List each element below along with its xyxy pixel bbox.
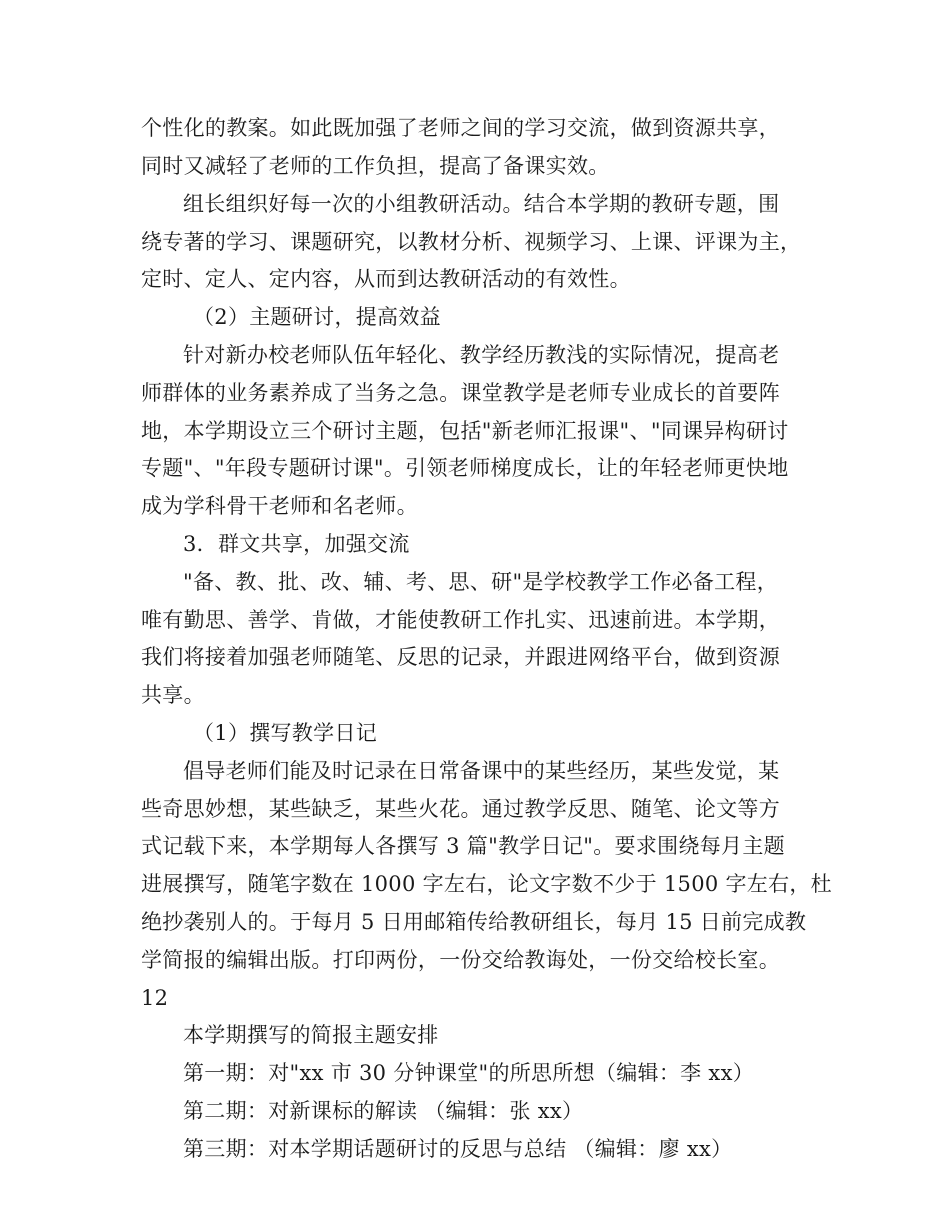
paragraph-line: 绕专著的学习、课题研究，以教材分析、视频学习、上课、评课为主， [141,230,802,254]
section-heading: 3．群文共享，加强交流 [183,532,410,556]
paragraph-line: 针对新办校老师队伍年轻化、教学经历教浅的实际情况，提高老 [183,343,780,367]
paragraph-line: 学简报的编辑出版。打印两份，一份交给教诲处，一份交给校长室。 [141,948,780,972]
paragraph-line: 式记载下来，本学期每人各撰写 3 篇"教学日记"。要求围绕每月主题 [141,834,785,858]
section-heading: （2）主题研讨，提高效益 [193,305,441,329]
paragraph-line: 同时又减轻了老师的工作负担，提高了备课实效。 [141,154,610,178]
page-number: 12 [141,986,169,1010]
paragraph-line: 唯有勤思、善学、肯做，才能使教研工作扎实、迅速前进。本学期， [141,608,780,632]
paragraph-line: 倡导老师们能及时记录在日常备课中的某些经历，某些发觉，某 [183,759,780,783]
paragraph-line: 个性化的教案。如此既加强了老师之间的学习交流，做到资源共享， [141,116,780,140]
paragraph-line: 组长组织好每一次的小组教研活动。结合本学期的教研专题，围 [183,192,780,216]
paragraph-line: 专题"、"年段专题研讨课"。引领老师梯度成长，让的年轻老师更快地 [141,456,789,480]
paragraph-line: 成为学科骨干老师和名老师。 [141,494,418,518]
paragraph-line: 共享。 [141,683,205,707]
list-heading: 本学期撰写的简报主题安排 [183,1023,439,1047]
paragraph-line: 些奇思妙想，某些缺乏，某些火花。通过教学反思、随笔、论文等方 [141,797,780,821]
paragraph-line: 地，本学期设立三个研讨主题，包括"新老师汇报课"、"同课异构研讨 [141,419,789,443]
paragraph-line: 师群体的业务素养成了当务之急。课堂教学是老师专业成长的首要阵 [141,381,780,405]
paragraph-line: "备、教、批、改、辅、考、思、研"是学校教学工作必备工程， [183,570,779,594]
paragraph-line: 定时、定人、定内容，从而到达教研活动的有效性。 [141,267,631,291]
paragraph-line: 进展撰写，随笔字数在 1000 字左右，论文字数不少于 1500 字左右，杜 [141,872,832,896]
section-heading: （1）撰写教学日记 [193,721,378,745]
list-item: 第三期：对本学期话题研讨的反思与总结 （编辑：廖 xx） [183,1137,733,1161]
list-item: 第二期：对新课标的解读 （编辑：张 xx） [183,1099,584,1123]
paragraph-line: 绝抄袭别人的。于每月 5 日用邮箱传给教研组长，每月 15 日前完成教 [141,910,807,934]
paragraph-line: 我们将接着加强老师随笔、反思的记录，并跟进网络平台，做到资源 [141,645,780,669]
list-item: 第一期：对"xx 市 30 分钟课堂"的所思所想（编辑：李 xx） [183,1061,755,1085]
